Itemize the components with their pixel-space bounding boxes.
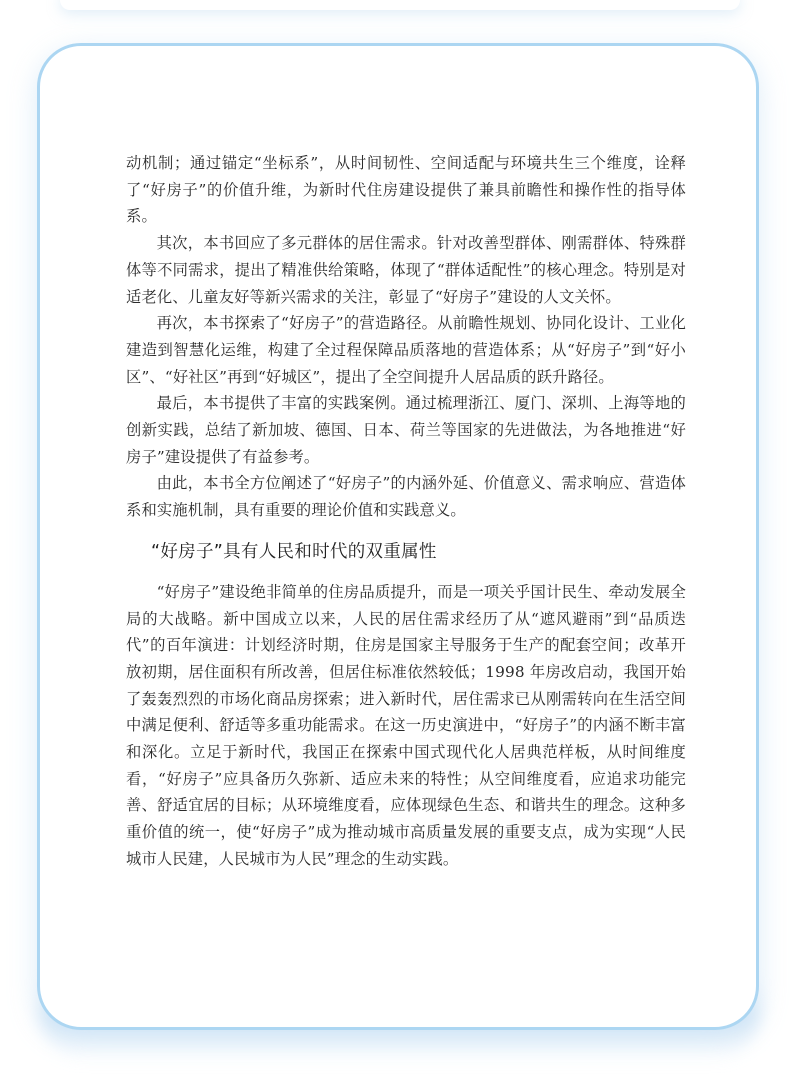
article-body [126, 150, 686, 873]
paragraph-second: 其次，本书回应了多元群体的居住需求。针对改善型群体、刚需群体、特殊群体等不同需求，提出了精准供给策略，体现了“群体适配性”的核心理念。特别是对适老化、儿童友好等新兴需求的关注，彰显了“好房子”建设的人文关怀。 [126, 234, 686, 306]
paragraph-continuation: 动机制；通过锚定“坐标系”，从时间韧性、空间适配与环境共生三个维度，诠释了“好房子”的价值升维，为新时代住房建设提供了兼具前瞻性和操作性的指导体系。 [126, 154, 686, 226]
paragraph-conclusion: 由此，本书全方位阐述了“好房子”的内涵外延、价值意义、需求响应、营造体系和实施机制，具有重要的理论价值和实践意义。 [126, 474, 686, 520]
paragraph-third: 再次，本书探索了“好房子”的营造路径。从前瞻性规划、协同化设计、工业化建造到智慧化运维，构建了全过程保障品质落地的营造体系；从“好房子”到“好小区”、“好社区”再到“好城区”，提出了全空间提升人居品质的跃升路径。 [126, 314, 686, 386]
paragraph-section-body: “好房子”建设绝非简单的住房品质提升，而是一项关乎国计民生、牵动发展全局的大战略。新中国成立以来，人民的居住需求经历了从“遮风避雨”到“品质迭代”的百年演进：计划经济时期，住房是国家主导服务于生产的配套空间；改革开放初期，居住面积有所改善，但居住标准依然较低；1998 年房改启动，我国开始了轰轰烈烈的市场化商品房探索；进入新时代，居住需求已从刚需转向在生活空间中满足便利、舒适等多重功能需求。在这一历史演进中，“好房子”的内涵不断丰富和深化。立足于新时代，我国正在探索中国式现代化人居典范样板，从时间维度看，“好房子”应具备历久弥新、适应未来的特性；从空间维度看，应追求功能完善、舒适宜居的目标；从环境维度看，应体现绿色生态、和谐共生的理念。这种多重价值的统一，使“好房子”成为推动城市高质量发展的重要支点，成为实现“人民城市人民建，人民城市为人民”理念的生动实践。 [126, 582, 686, 868]
top-card-shadow [60, 0, 740, 10]
section-title: “好房子”具有人民和时代的双重属性 [151, 541, 437, 562]
paragraph-finally: 最后，本书提供了丰富的实践案例。通过梳理浙江、厦门、深圳、上海等地的创新实践，总结了新加坡、德国、日本、荷兰等国家的先进做法，为各地推进“好房子”建设提供了有益参考。 [126, 394, 686, 466]
